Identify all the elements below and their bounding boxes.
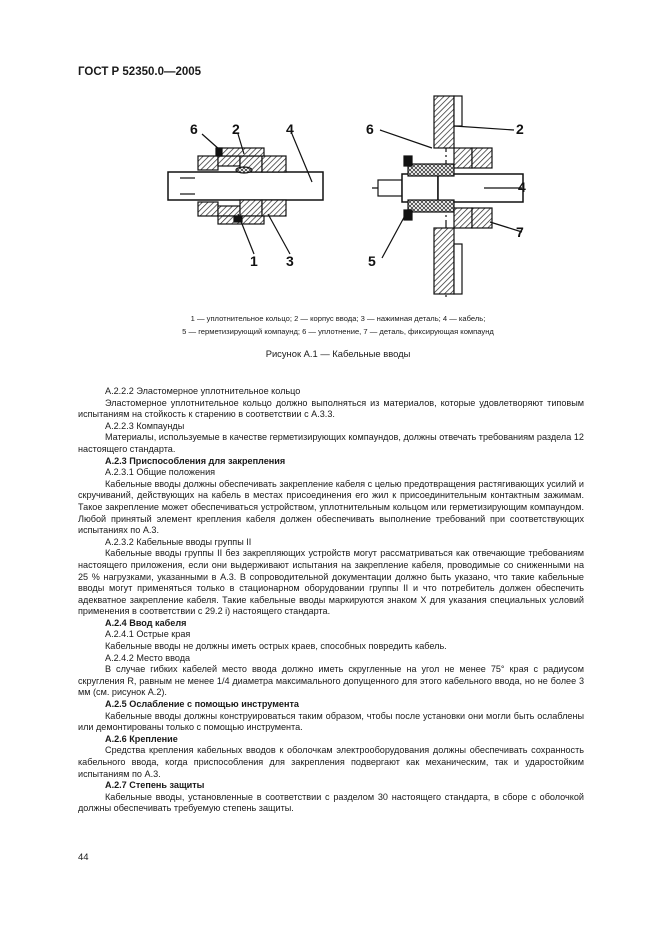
figure-legend-line-2: 5 — герметизирующий компаунд; 6 — уплотнение, 7 — деталь, фиксирующая компаунд <box>182 327 494 336</box>
right-cable-entry-drawing <box>372 96 523 298</box>
figure-title: Рисунок А.1 — Кабельные вводы <box>265 348 411 359</box>
paragraph: Эластомерное уплотнительное кольцо должно выполняться из материалов, которые удовлетворяют типовым испытаниям на стойкость к старению в соответствии с А.3.3. <box>78 397 584 420</box>
paragraph: В случае гибких кабелей место ввода должно иметь скругленные на угол не менее 75° края с радиусом скругления R, равным не менее 1/4 диаметра максимального допущенного для этого кабельного ввода, но не более 3 мм (см. рисунок А.2). <box>78 664 584 698</box>
paragraph: Кабельные вводы, установленные в соответствии с разделом 30 настоящего стандарта, в сборе с оболочкой должны обеспечивать требуемую степень защиты. <box>78 791 584 814</box>
paragraph: А.2.3.1 Общие положения <box>105 467 216 478</box>
left-label-6: 6 <box>190 121 198 137</box>
left-label-1: 1 <box>250 253 258 269</box>
figure-legend-line-1: 1 — уплотнительное кольцо; 2 — корпус ввода; 3 — нажимная деталь; 4 — кабель; <box>190 314 486 323</box>
left-label-2: 2 <box>232 121 240 137</box>
left-cable-entry-drawing <box>168 134 323 254</box>
paragraph: Кабельные вводы группы II без закрепляющих устройств могут рассматриваться как отвечающие требованиям настоящего приложения, если они выдерживают испытания на закрепление кабеля, проводимые со сниженными на 25 % нагрузками, указанными в А.3. В сопроводительной документации должно быть указано, что такие кабельные вводы могут применяться только в стационарном оборудовании группы II и что потребитель должен обеспечить адекватное закрепление кабеля. Такие кабельные вводы маркируются знаком X для указания специальных условий применения в соответствии с 29.2 i) настоящего стандарта. <box>78 548 584 617</box>
paragraph: Кабельные вводы должны обеспечивать закрепление кабеля с целью предотвращения растягивающих усилий и скручиваний, действующих на кабель в местах присоединения его жил к присоединительным контактным зажимам. Такое закрепление может обеспечиваться устройством, уплотнительным кольцом или герметизирующим компаундом. Любой принятый элемент крепления кабеля должен обеспечивать выполнение требований при соответствующих испытаниях по А.3. <box>78 478 584 536</box>
right-label-2: 2 <box>516 121 524 137</box>
cable-entries-figure <box>150 90 550 305</box>
paragraph: Кабельные вводы не должны иметь острых краев, способных повредить кабель. <box>105 641 447 652</box>
section-heading: А.2.4 Ввод кабеля <box>105 617 187 628</box>
section-heading: А.2.7 Степень защиты <box>105 780 205 791</box>
paragraph: Средства крепления кабельных вводов к оболочкам электрооборудования должны обеспечивать сохранность кабельного ввода, когда приспособления для закрепления подвергают как механическим, так и ударостойким испытаниям по А.3. <box>78 745 584 779</box>
right-label-4: 4 <box>518 179 526 195</box>
paragraph: Кабельные вводы должны конструироваться таким образом, чтобы после установки они могли быть ослаблены или демонтированы только с помощью инструмента. <box>78 710 584 733</box>
section-heading: А.2.3 Приспособления для закрепления <box>105 455 286 466</box>
section-heading: А.2.5 Ослабление с помощью инструмента <box>105 699 299 710</box>
figure-legend <box>78 312 598 338</box>
paragraph: А.2.2.2 Эластомерное уплотнительное кольцо <box>105 386 301 396</box>
page-number: 44 <box>78 852 89 863</box>
paragraph: А.2.4.1 Острые края <box>105 629 191 640</box>
paragraph: А.2.3.2 Кабельные вводы группы II <box>105 536 252 547</box>
paragraph: Материалы, используемые в качестве герметизирующих компаундов, должны отвечать требованиям раздела 12 настоящего стандарта. <box>78 432 584 454</box>
left-label-4: 4 <box>286 121 294 137</box>
paragraph: А.2.4.2 Место ввода <box>105 652 191 663</box>
right-label-6: 6 <box>366 121 374 137</box>
left-label-3: 3 <box>286 253 294 269</box>
body-text <box>78 386 584 815</box>
section-heading: А.2.6 Крепление <box>105 733 178 744</box>
right-label-7: 7 <box>516 224 524 240</box>
paragraph: А.2.2.3 Компаунды <box>105 420 185 431</box>
document-header: ГОСТ Р 52350.0—2005 <box>78 66 202 78</box>
right-label-5: 5 <box>368 253 376 269</box>
